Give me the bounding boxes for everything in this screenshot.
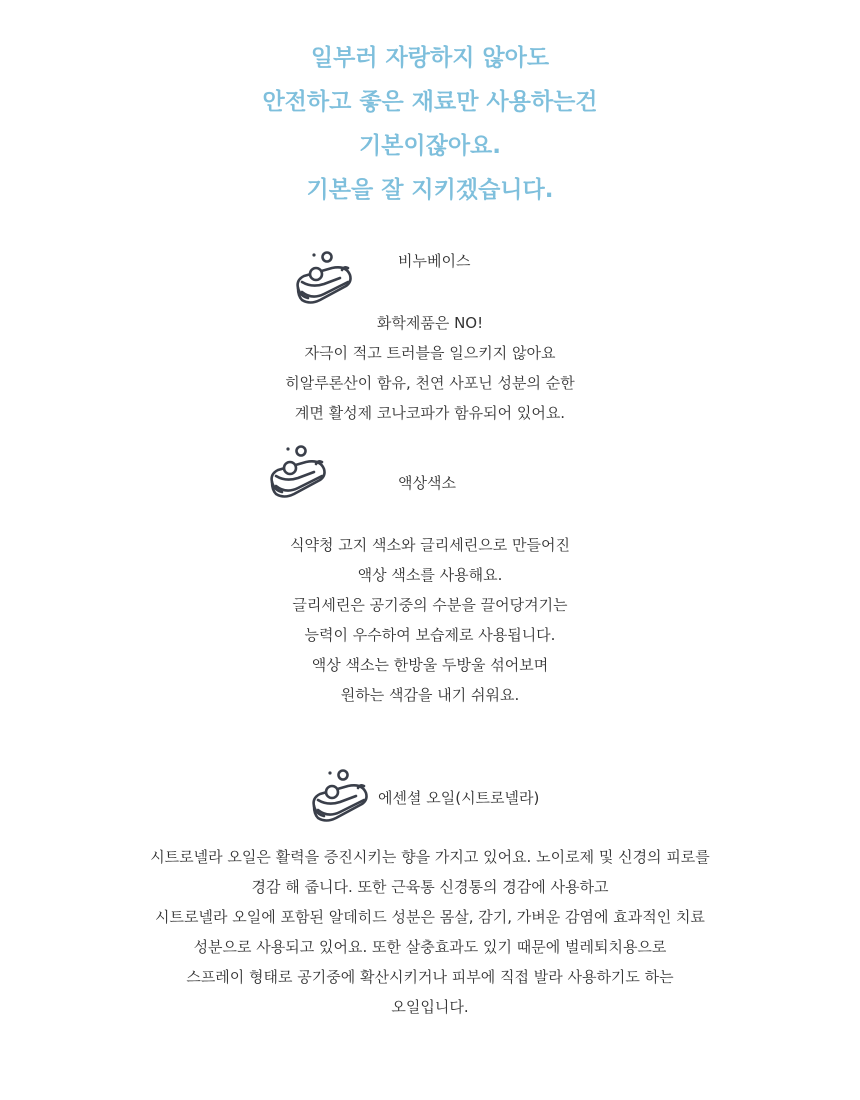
section-text bbox=[0, 308, 860, 428]
section-label: 액상색소 bbox=[398, 474, 456, 492]
section-line: 경감 해 줍니다. 또한 근육통 신경통의 경감에 사용하고 bbox=[251, 878, 609, 896]
section-line: 능력이 우수하여 보습제로 사용됩니다. bbox=[304, 626, 556, 644]
section-label: 비누베이스 bbox=[398, 252, 471, 270]
soap-icon bbox=[264, 442, 330, 508]
headline bbox=[0, 36, 860, 212]
section-line: 글리세린은 공기중의 수분을 끌어당겨기는 bbox=[292, 596, 568, 614]
section-line: 시트로넬라 오일에 포함된 알데히드 성분은 몸살, 감기, 가벼운 감염에 효과적인 치료 bbox=[155, 908, 705, 926]
section-line: 자극이 적고 트러블을 일으키지 않아요 bbox=[304, 344, 556, 362]
section-text bbox=[0, 530, 860, 710]
section-line: 액상 색소를 사용해요. bbox=[357, 566, 503, 584]
section-line: 원하는 색감을 내기 쉬워요. bbox=[340, 686, 520, 704]
section-label: 에센셜 오일(시트로넬라) bbox=[378, 789, 540, 807]
section-line: 식약청 고지 색소와 글리세린으로 만들어진 bbox=[290, 536, 570, 554]
headline-line: 일부러 자랑하지 않아도 bbox=[310, 45, 550, 71]
section-line: 오일입니다. bbox=[391, 998, 469, 1016]
soap-icon bbox=[306, 766, 372, 832]
soap-icon bbox=[290, 248, 356, 314]
section-line: 화학제품은 NO! bbox=[376, 314, 484, 332]
headline-line: 안전하고 좋은 재료만 사용하는건 bbox=[262, 89, 598, 115]
section-line: 성분으로 사용되고 있어요. 또한 살충효과도 있기 때문에 벌레퇴치용으로 bbox=[193, 938, 667, 956]
section-line: 히알루론산이 함유, 천연 사포닌 성분의 순한 bbox=[285, 374, 575, 392]
section-line: 계면 활성제 코나코파가 함유되어 있어요. bbox=[294, 404, 566, 422]
section-text bbox=[0, 842, 860, 1022]
section-line: 시트로넬라 오일은 활력을 증진시키는 향을 가지고 있어요. 노이로제 및 신경의 피로를 bbox=[150, 848, 710, 866]
section-line: 스프레이 형태로 공기중에 확산시키거나 피부에 직접 발라 사용하기도 하는 bbox=[186, 968, 674, 986]
headline-line: 기본을 잘 지키겠습니다. bbox=[306, 177, 554, 203]
section-line: 액상 색소는 한방울 두방울 섞어보며 bbox=[311, 656, 549, 674]
headline-line: 기본이잖아요. bbox=[358, 133, 502, 159]
